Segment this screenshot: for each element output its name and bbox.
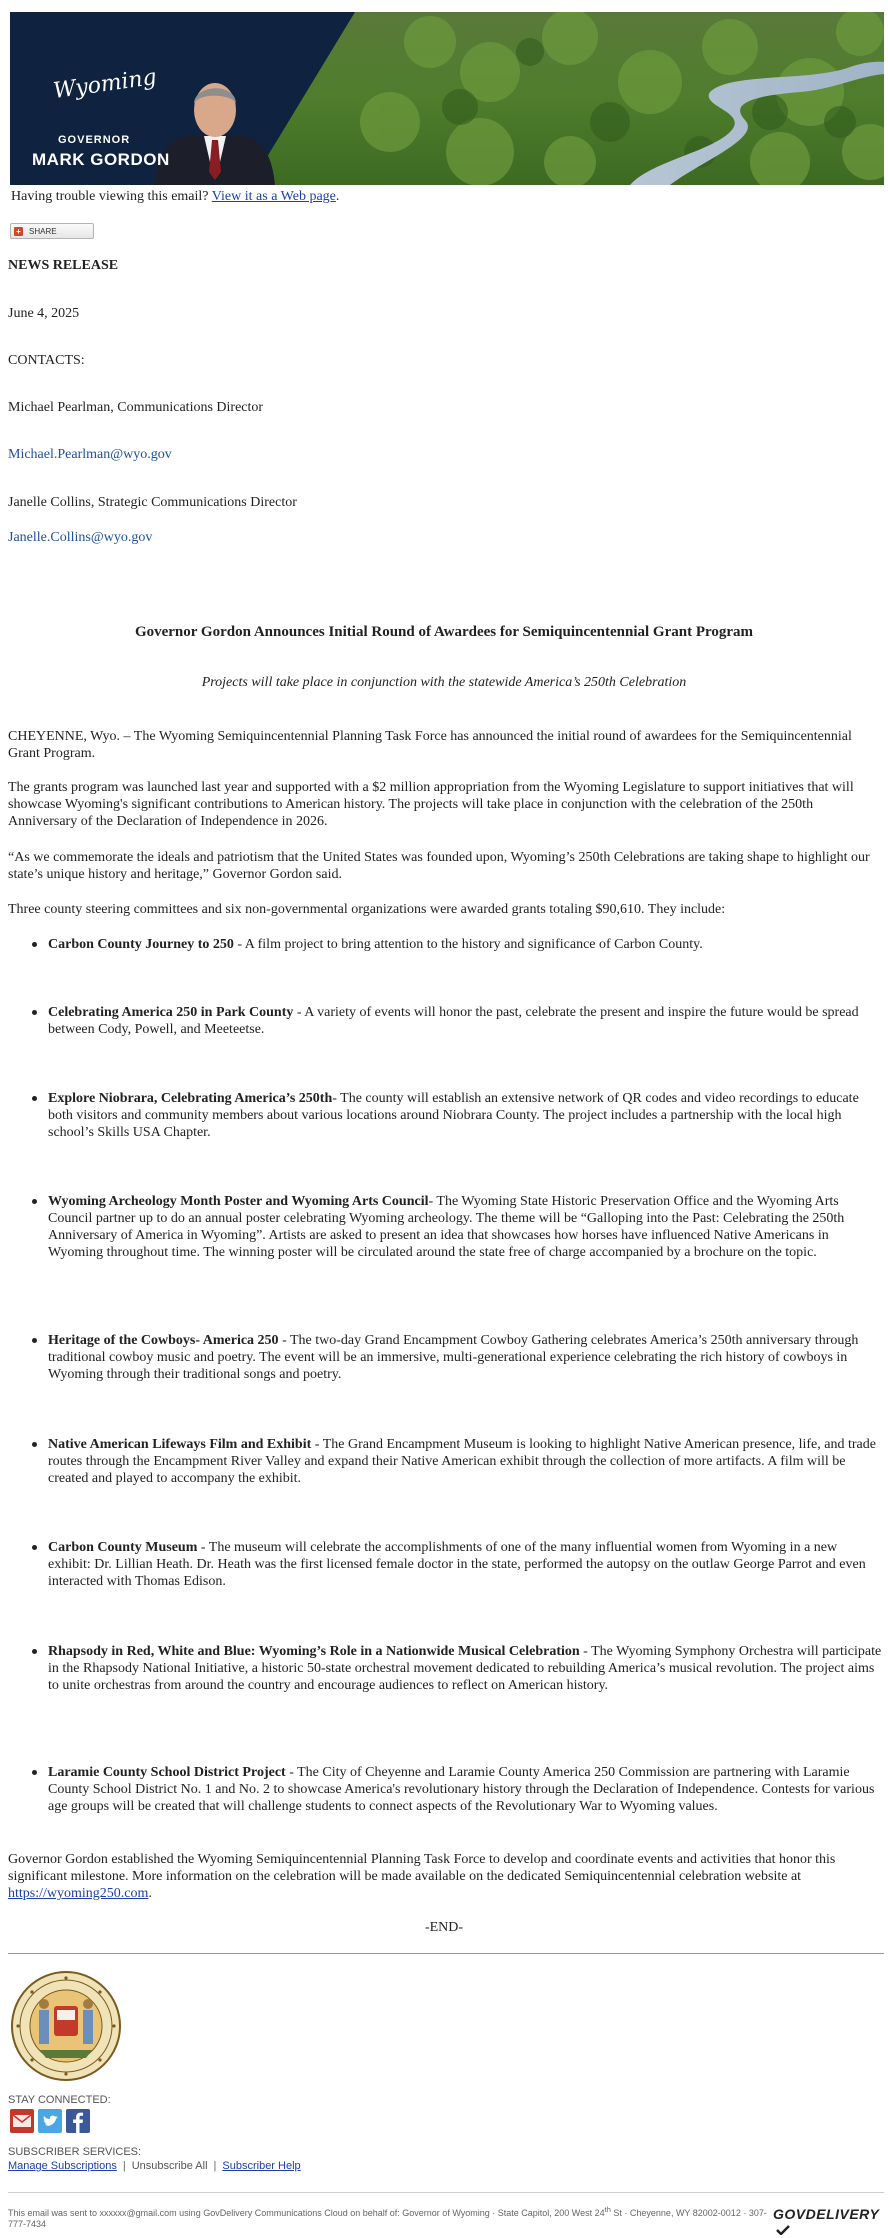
fine-print-text-end: St · Cheyenne, WY 82002-0012 · 307-777-7434: [8, 2208, 767, 2229]
email-icon[interactable]: [10, 2109, 34, 2133]
award-description: - The Wyoming Symphony Orchestra will participate in the Rhapsody National Initiative, a historic 50-state orchestral movement dedicated to rebuilding America’s musical revolution. The project aims to unite orchestras from around the country and encourage audiences to reflect on American history.: [48, 1644, 882, 1693]
brand-governor-name: MARK GORDON: [32, 150, 170, 169]
contact-name: Michael Pearlman, Communications Director: [8, 400, 264, 415]
subscriber-help-link[interactable]: Subscriber Help: [222, 2160, 301, 2172]
award-item: [48, 1764, 882, 1815]
trouble-viewing-line: [11, 189, 339, 205]
brand-governor-label: GOVERNOR: [58, 134, 131, 146]
body-paragraph: The grants program was launched last year and supported with a $2 million appropriation from the Wyoming Legislature to support initiatives that will showcase Wyoming's significant contributions to American history. The projects will take place in conjunction with the celebration of the 250th Anniversary of the Declaration of Independence in 2026.: [8, 780, 854, 829]
award-title: Heritage of the Cowboys- America 250: [48, 1333, 279, 1348]
twitter-icon[interactable]: [38, 2109, 62, 2133]
share-plus-icon: +: [14, 227, 23, 236]
award-title: Carbon County Museum: [48, 1540, 198, 1555]
share-button[interactable]: [10, 223, 94, 239]
divider: [8, 1953, 884, 1954]
body-paragraph: Three county steering committees and six non-governmental organizations were awarded grants totaling $90,610. They include:: [8, 902, 726, 917]
subscriber-services-label: SUBSCRIBER SERVICES:: [8, 2146, 142, 2158]
body-paragraph: “As we commemorate the ideals and patriotism that the United States was founded upon, Wyoming’s 250th Celebrations are taking shape to highlight our state’s unique history and heritage,” Governor Gordon said.: [8, 850, 870, 882]
wyoming250-link[interactable]: https://wyoming250.com: [8, 1886, 149, 1901]
award-item: [48, 1643, 882, 1694]
award-description: - The Wyoming State Historic Preservation Office and the Wyoming Arts Council partner up to do an annual poster celebrating Wyoming archeology. The theme will be “Galloping into the Past: Celebrating the 250th Anniversary of America in Wyoming”. Artists are asked to present an idea that showcases how horses have influenced Native Americans in Wyoming throughout time. The winning poster will be circulated around the state free of charge accompanied by a brochure on the topic.: [48, 1194, 845, 1260]
news-release-label: NEWS RELEASE: [8, 258, 119, 273]
award-description: - The Grand Encampment Museum is looking to highlight Native American presence, life, and trade routes through the Encampment River Valley and expand their Native American exhibit through the collection of more artifacts. A film will be created and played to accompany the exhibit.: [48, 1437, 876, 1486]
header-banner: [10, 12, 884, 185]
closing-suffix: .: [148, 1886, 152, 1901]
wyoming-logo-script: Wyoming: [51, 64, 159, 105]
award-item: [48, 1193, 882, 1261]
award-item: [48, 1539, 882, 1590]
award-title: Explore Niobrara, Celebrating America’s 250th: [48, 1091, 333, 1106]
govdelivery-logo[interactable]: [773, 2206, 888, 2238]
trouble-suffix: .: [335, 189, 340, 204]
fine-print-sup: th: [604, 2205, 611, 2214]
release-date: June 4, 2025: [8, 306, 80, 321]
award-title: Wyoming Archeology Month Poster and Wyoming Arts Council: [48, 1194, 429, 1209]
manage-subscriptions-link[interactable]: Manage Subscriptions: [8, 2160, 117, 2172]
wyoming-state-seal-icon: [10, 1970, 122, 2082]
award-item: [48, 1004, 882, 1038]
share-label: SHARE: [29, 226, 57, 236]
trouble-text: Having trouble viewing this email?: [11, 189, 209, 204]
award-title: Native American Lifeways Film and Exhibit: [48, 1437, 312, 1452]
award-description: - The museum will celebrate the accomplishments of one of the many influential women from Wyoming in a new exhibit: Dr. Lillian Heath. Dr. Heath was the first licensed female doctor in the state, performed the autopsy on the outlaw George Parrot and even interacted with Thomas Edison.: [48, 1540, 866, 1589]
contacts-label: CONTACTS:: [8, 353, 85, 368]
view-web-page-link[interactable]: View it as a Web page: [211, 189, 336, 204]
award-description: - A variety of events will honor the past, celebrate the present and inspire the future would be spread between Cody, Powell, and Meeteetse.: [48, 1005, 859, 1037]
contact-email-link[interactable]: Janelle.Collins@wyo.gov: [8, 530, 153, 545]
award-title: Rhapsody in Red, White and Blue: Wyoming’s Role in a Nationwide Musical Celebration: [48, 1644, 580, 1659]
award-item: [48, 936, 882, 953]
article-subhead: Projects will take place in conjunction with the statewide America’s 250th Celebration: [201, 675, 687, 690]
govdelivery-logo-text: GOVDELIVERY: [773, 2206, 880, 2222]
contact-name: Janelle Collins, Strategic Communications Director: [8, 495, 297, 510]
fine-print-text: This email was sent to xxxxxx@gmail.com using GovDelivery Communications Cloud on behalf of: Governor of Wyoming · State Capitol, 200 West 24: [8, 2208, 605, 2218]
award-description: - The City of Cheyenne and Laramie County America 250 Commission are partnering with Laramie County School District No. 1 and No. 2 to showcase America's revolutionary history through the Declaration of Independence. Contests for various age groups will be created that will challenge students to connect aspects of the Revolutionary War to Wyoming values.: [48, 1765, 875, 1814]
award-title: Celebrating America 250 in Park County: [48, 1005, 294, 1020]
govdelivery-check-icon: [776, 2225, 790, 2235]
fine-print: [8, 2204, 768, 2230]
body-paragraph: CHEYENNE, Wyo. – The Wyoming Semiquincentennial Planning Task Force has announced the initial round of awardees for the Semiquincentennial Grant Program.: [8, 729, 852, 761]
award-description: - A film project to bring attention to the history and significance of Carbon County.: [233, 937, 703, 952]
award-item: [48, 1436, 882, 1487]
award-item: [48, 1090, 882, 1141]
stay-connected-label: STAY CONNECTED:: [8, 2094, 111, 2106]
facebook-icon[interactable]: [66, 2109, 90, 2133]
award-title: Laramie County School District Project: [48, 1765, 286, 1780]
award-title: Carbon County Journey to 250: [48, 937, 234, 952]
award-description: - The county will establish an extensive network of QR codes and video recordings to educate both visitors and community members about various locations around Niobrara County. The project includes a partnership with the local high school’s Skills USA Chapter.: [48, 1091, 859, 1140]
end-marker: -END-: [424, 1920, 464, 1935]
award-description: - The two-day Grand Encampment Cowboy Gathering celebrates America’s 250th anniversary through traditional cowboy music and poetry. The event will be an immersive, multi-generational experience celebrating the rich history of cowboys in Wyoming through their traditional songs and poetry.: [48, 1333, 859, 1382]
closing-text: Governor Gordon established the Wyoming Semiquincentennial Planning Task Force to develop and coordinate events and activities that honor this significant milestone. More information on the celebration will be made available on the dedicated Semiquincentennial celebration website at: [8, 1852, 836, 1884]
article-headline: Governor Gordon Announces Initial Round of Awardees for Semiquincentennial Grant Program: [134, 624, 754, 640]
award-item: [48, 1332, 882, 1383]
subscriber-links: Manage Subscriptions | Unsubscribe All | Subscriber Help: [8, 2160, 301, 2172]
closing-paragraph: [8, 1851, 882, 1902]
footer-divider: [8, 2192, 884, 2193]
unsubscribe-all-text[interactable]: Unsubscribe All: [131, 2160, 208, 2172]
contact-email-link[interactable]: Michael.Pearlman@wyo.gov: [8, 447, 172, 462]
